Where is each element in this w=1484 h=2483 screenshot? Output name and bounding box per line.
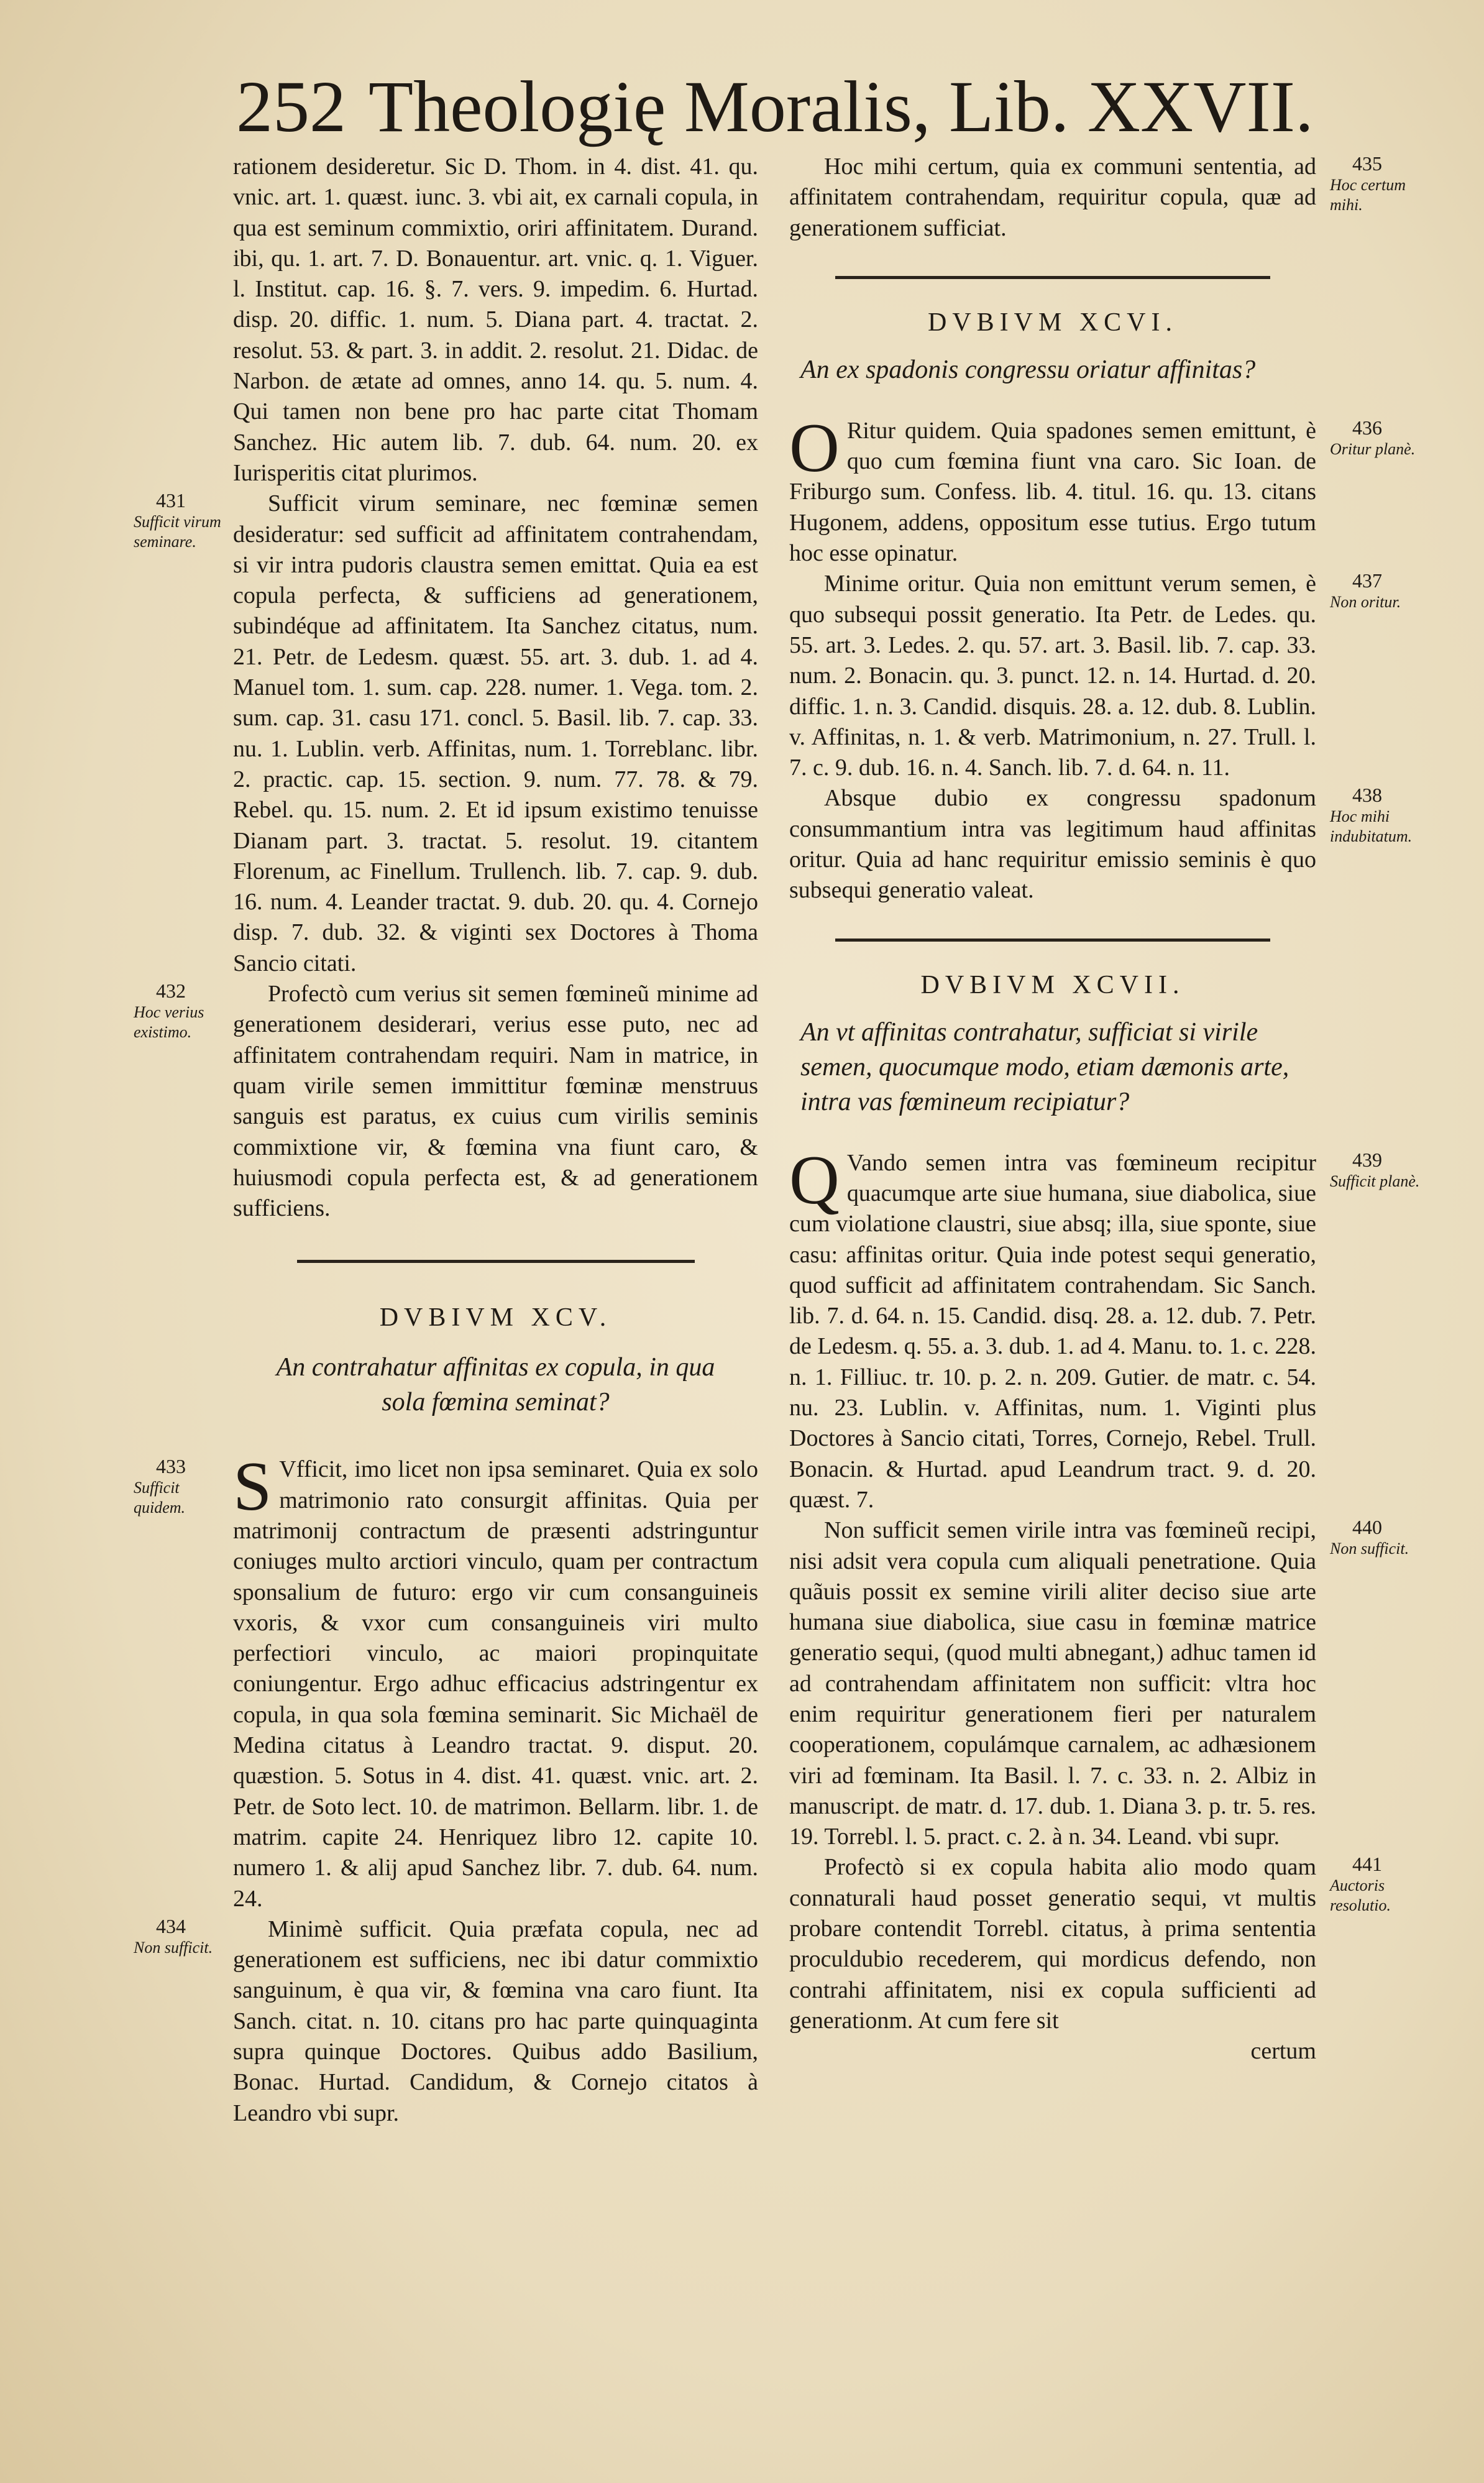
margin-note-440 — [1330, 1515, 1436, 1559]
margin-gloss: Hoc mihi indubitatum. — [1330, 807, 1413, 846]
margin-note-433 — [134, 1454, 227, 1518]
margin-gloss: Auctoris resolutio. — [1330, 1876, 1391, 1915]
section-433 — [134, 1448, 758, 1914]
margin-number: 435 — [1352, 152, 1382, 175]
margin-gloss: Sufficit virum seminare. — [134, 513, 221, 551]
margin-gloss: Oritur planè. — [1330, 439, 1416, 458]
paragraph-438: Absque dubio ex congressu spadonum consummantium intra vas legitimum haud affinitas oritur. Quia ad hanc requiritur emissio seminis è quo subsequi generatio valeat. — [789, 785, 1316, 904]
margin-note-441 — [1330, 1852, 1436, 1916]
section-438 — [789, 783, 1413, 906]
section-434 — [134, 1914, 758, 2129]
margin-note-431 — [134, 489, 227, 552]
section-435 — [789, 152, 1406, 244]
paragraph-440: Non sufficit semen virile intra vas fœmineũ recipi, nisi adsit vera copula cum aliquali penetratione. Quia quãuis possit ex semine virili aliter deciso siue arte humana siue diabolica, siue casu in fœminæ matrice generatio sequi, (quod multi abnegant,) adhuc tamen id ad contrahendam affinitatem non sufficit: vltra hoc enim requiritur generationem fieri per naturalem cooperationem, copulámque carnalem, ac adhæsionem viri ad fœminam. Ita Basil. l. 7. c. 33. n. 2. Albiz in manuscript. de matr. d. 17. dub. 1. Diana 3. p. tr. 5. res. 19. Torrebl. l. 5. pract. c. 2. à n. 34. Leand. vbi supr. — [789, 1517, 1316, 1850]
margin-number: 436 — [1352, 416, 1382, 439]
dubium-heading: DVBIVM XCV. — [379, 1303, 612, 1333]
paragraph-435: Hoc mihi certum, quia ex communi sententia, ad affinitatem contrahendam, requiritur copula, quæ ad generationem sufficiat. — [789, 154, 1316, 241]
section-436 — [789, 409, 1416, 569]
section-432 — [134, 979, 758, 1224]
margin-gloss: Hoc certum mihi. — [1330, 176, 1406, 214]
paragraph-436 — [789, 409, 1316, 569]
right-column — [789, 152, 1420, 2067]
running-header — [236, 66, 1314, 147]
margin-gloss: Non oritur. — [1330, 593, 1401, 612]
margin-note-437 — [1330, 569, 1436, 612]
paragraph-431: Sufficit virum seminare, nec fœminæ semen desideratur: sed sufficit ad affinitatem contrahendam, si vir intra pudoris claustra semen emittat. Quia ea est copula perfecta, & sufficiens ad generationem, subindéque ad affinitatem. Ita Sanchez citatus, num. 21. Petr. de Ledesm. quæst. 55. art. 3. dub. 1. ad 4. Manuel tom. 1. sum. cap. 228. numer. 1. Vega. tom. 2. sum. cap. 31. casu 171. concl. 5. Basil. lib. 7. cap. 33. nu. 1. Lublin. verb. Affinitas, num. 1. Torreblanc. libr. 2. practic. cap. 15. section. 9. num. 77. 78. & 79. Rebel. qu. 15. num. 2. Et id ipsum existimo tenuisse Dianam part. 3. tractat. 5. resolut. 19. citantem Florenum, ac Finellum. Trullench. lib. 7. cap. 9. dub. 16. num. 4. Leander tractat. 9. dub. 20. qu. 4. Cornejo disp. 7. dub. 32. & viginti sex Doctores à Thoma Sancio citati. — [233, 490, 758, 976]
paragraph-434: Minimè sufficit. Quia præfata copula, nec ad generationem est sufficiens, nec ibi datur commixtio sanguinum, è qua vir, & fœmina vna caro fiunt. Ita Sanch. citat. n. 10. citans pro hac parte quinquaginta supra quinque Doctores. Quibus addo Basilium, Bonac. Hurtad. Candidum, & Cornejo citatos à Leandro vbi supr. — [233, 1916, 758, 2126]
paragraph-439 — [789, 1141, 1316, 1516]
dubium-heading: DVBIVM XCVI. — [928, 308, 1178, 337]
margin-note-439 — [1330, 1148, 1436, 1191]
dubium-heading: DVBIVM XCVII. — [920, 970, 1185, 999]
paragraph-continued: rationem desideretur. Sic D. Thom. in 4. dist. 41. qu. vnic. art. 1. quæst. iunc. 3. vbi ait, ex carnali copula, in qua est seminum commixtio, oriri affinitatem. Durand. ibi, qu. 1. art. 7. D. Bonauentur. art. vnic. q. 1. Viguer. l. Institut. cap. 16. §. 7. vers. 9. impedim. 6. Hurtad. disp. 20. diffic. 1. num. 5. Diana part. 4. tractat. 2. resolut. 53. & part. 3. in addit. 2. resolut. 21. Didac. de Narbon. de ætate ad omnes, anno 14. qu. 5. num. 4. Qui tamen non bene pro hac parte citat Thomam Sanchez. Hic autem lib. 7. dub. 64. num. 20. ex Iurisperitis citat plurimos. — [233, 154, 758, 486]
margin-gloss: Sufficit planè. — [1330, 1172, 1420, 1190]
margin-number: 437 — [1352, 569, 1382, 592]
paragraph-439-text: Vando semen intra vas fœmineum recipitur quacumque arte siue humana, siue diabolica, siue cum violatione claustri, siue absq; illa, siue sponte, siue casu: affinitas oritur. Quia inde potest sequi generatio, quod sufficit ad affinitatem contrahendam. Sic Sanch. lib. 7. d. 64. n. 15. Candid. disq. 28. a. 12. dub. 7. Petr. de Ledesm. q. 55. a. 3. dub. 1. ad 4. Manu. to. 1. c. 228. n. 1. Filliuc. tr. 10. p. 2. n. 209. Gutier. de matr. c. 54. nu. 23. Lublin. v. Affinitas, num. 1. Viginti plus Doctores à Sancio citati, Torres, Cornejo, Rebel. Trull. Bonacin. & Hurtad. apud Leandrum tract. 9. d. 20. quæst. 7. — [789, 1149, 1316, 1513]
margin-number: 433 — [156, 1455, 186, 1478]
section-439 — [789, 1141, 1420, 1516]
margin-gloss: Non sufficit. — [1330, 1540, 1409, 1558]
margin-number: 434 — [156, 1914, 186, 1937]
section-440 — [789, 1515, 1409, 1852]
margin-gloss: Non sufficit. — [134, 1938, 213, 1957]
paragraph-436-text: Ritur quidem. Quia spadones semen emittunt, è quo cum fœmina fiunt vna caro. Sic Ioan. de Friburgo sum. Confess. lib. 4. titul. 16. qu. 13. citans Hugonem, addens, oppositum esse tutius. Ergo tutum hoc esse opinatur. — [789, 417, 1316, 567]
paragraph-441: Profectò si ex copula habita alio modo quam connaturali haud posset generatio sequi, vt multis probare contendit Torrebl. citatus, à prima sententia proculdubio recederem, qui mordicus defendo, non contrahi affinitatem, nisi ex copula sufficienti ad generationm. At cum fere sit — [789, 1854, 1316, 2034]
margin-number: 439 — [1352, 1148, 1382, 1171]
margin-number: 432 — [156, 980, 186, 1003]
page-number: 252 — [236, 66, 346, 147]
paragraph-433 — [233, 1448, 758, 1914]
drop-capital: O — [789, 409, 840, 487]
section-431 — [134, 489, 758, 979]
paragraph-432: Profectò cum verius sit semen fœmineũ minime ad generationem desiderari, verius esse puto, nec ad affinitatem contrahendam requiri. Nam in matrice, in quam virile semen immittitur fœminæ menstruus sanguis est paratus, ex cuius cum virilis seminis commixtione vir, & fœmina vna fiunt caro, & huiusmodi copula perfecta est, & ad generationem sufficiens. — [233, 981, 758, 1222]
catchword: certum — [1250, 2038, 1316, 2065]
dubium-question: An ex spadonis congressu oriatur affinitas? — [800, 355, 1256, 384]
margin-note-432 — [134, 979, 227, 1042]
drop-capital: Q — [789, 1141, 840, 1219]
section-divider — [297, 1260, 695, 1263]
paragraph-433-text: Vfficit, imo licet non ipsa seminaret. Quia ex solo matrimonio rato consurgit affinitas. Quia per matrimonij contractum de præsenti adstringuntur coniuges multo arctiori vinculo, quam per contractum sponsalium de futuro: ergo vir cum consanguineis vxoris, & vxor cum consanguineis viri multo perfectiori vinculo, ac maiori propinquitate coniungentur. Ergo adhuc efficacius adstringentur ex copula, in qua sola fœmina seminarit. Sic Michaël de Medina citatus à Leandro tractat. 9. disput. 20. quæstion. 5. Sotus in 4. dist. 41. quæst. vnic. art. 2. Petr. de Soto lect. 10. de matrimon. Bellarm. libr. 1. de matrim. capite 24. Henriquez libro 12. capite 10. numero 1. & alij apud Sanchez libr. 7. dub. 64. num. 24. — [233, 1456, 758, 1912]
dubium-question: An vt affinitas contrahatur, sufficiat si virile semen, quocumque modo, etiam dæmonis arte, intra vas fœmineum recipiatur? — [800, 1017, 1289, 1116]
section-divider — [835, 276, 1270, 279]
margin-gloss: Sufficit quidem. — [134, 1479, 186, 1517]
dubium-question: An contrahatur affinitas ex copula, in qua sola fœmina seminat? — [276, 1353, 715, 1417]
margin-number: 441 — [1352, 1853, 1382, 1876]
paragraph-437: Minime oritur. Quia non emittunt verum semen, è quo subsequi possit generatio. Ita Petr. de Ledes. qu. 55. art. 3. Ledes. 2. qu. 57. art. 3. Basil. lib. 7. cap. 33. num. 2. Bonacin. qu. 3. punct. 12. n. 14. Hurtad. d. 20. diffic. 1. n. 3. Candid. disquis. 28. a. 12. dub. 8. Lublin. v. Affinitas, n. 1. & verb. Matrimonium, n. 27. Trull. l. 7. c. 9. dub. 16. n. 4. Sanch. lib. 7. d. 64. n. 11. — [789, 571, 1316, 781]
running-title: Theologię Moralis, Lib. XXVII. — [369, 66, 1314, 147]
margin-note-436 — [1330, 416, 1436, 459]
margin-number: 438 — [1352, 784, 1382, 807]
margin-note-434 — [134, 1914, 227, 1958]
left-column — [134, 152, 758, 2129]
margin-gloss: Hoc verius existimo. — [134, 1003, 204, 1042]
margin-number: 440 — [1352, 1516, 1382, 1539]
margin-note-435 — [1330, 152, 1436, 215]
margin-note-438 — [1330, 783, 1436, 847]
section-441 — [789, 1852, 1391, 2036]
section-divider — [835, 939, 1270, 942]
margin-number: 431 — [156, 489, 186, 512]
section-437 — [789, 569, 1401, 783]
drop-capital: S — [233, 1448, 272, 1526]
